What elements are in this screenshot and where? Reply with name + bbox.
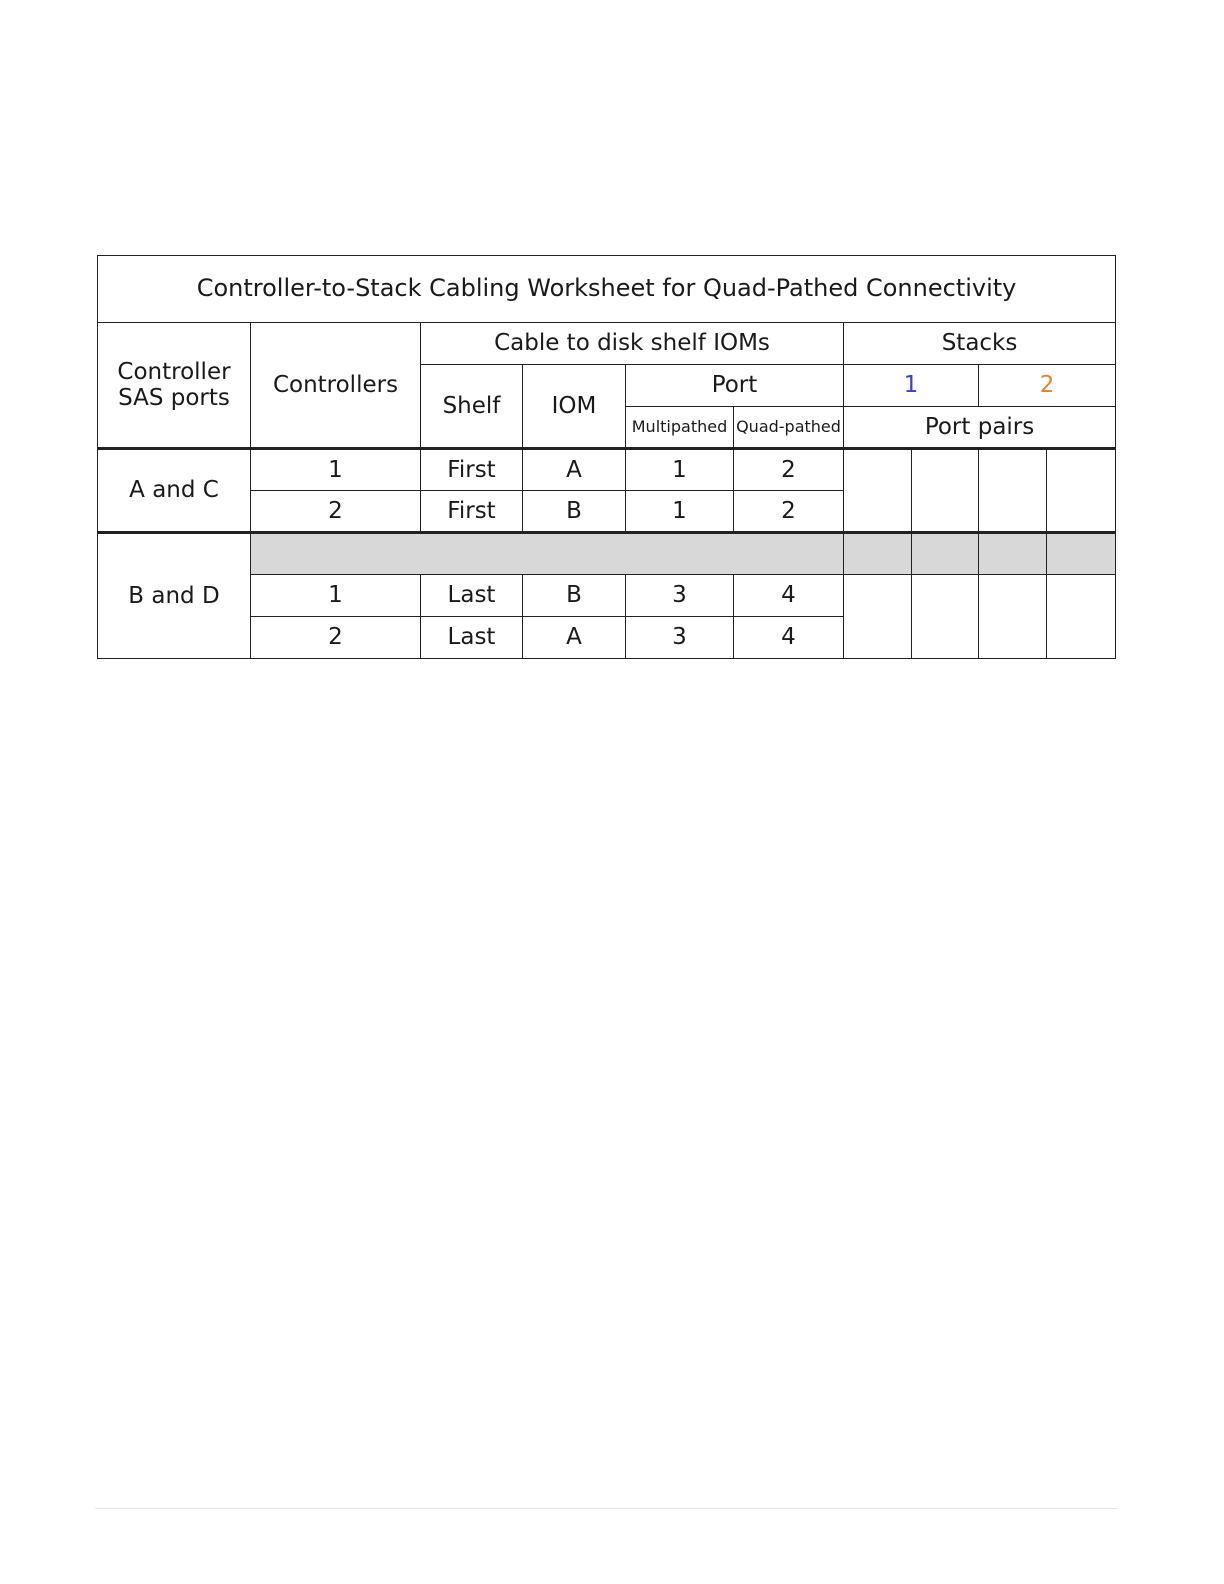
header-port-pairs: Port pairs bbox=[844, 407, 1116, 449]
header-iom: IOM bbox=[523, 365, 626, 449]
header-stacks: Stacks bbox=[844, 323, 1116, 365]
iom-cell: B bbox=[523, 575, 626, 617]
gray-separator-cell bbox=[1047, 533, 1116, 575]
separator-row bbox=[98, 533, 1116, 575]
controller-sas-ports-cell: B and D bbox=[98, 533, 251, 659]
header-controllers: Controllers bbox=[251, 323, 421, 449]
port-pair-entry-cell[interactable] bbox=[1047, 575, 1116, 659]
controller-cell: 2 bbox=[251, 491, 421, 533]
iom-cell: A bbox=[523, 617, 626, 659]
port-pair-entry-cell[interactable] bbox=[979, 575, 1047, 659]
multipathed-port-cell: 1 bbox=[626, 491, 734, 533]
multipathed-port-cell: 1 bbox=[626, 449, 734, 491]
quad-pathed-port-cell: 2 bbox=[734, 449, 844, 491]
port-pair-entry-cell[interactable] bbox=[912, 449, 979, 533]
controller-cell: 2 bbox=[251, 617, 421, 659]
port-pair-entry-cell[interactable] bbox=[979, 449, 1047, 533]
header-controller-sas-ports: Controller SAS ports bbox=[98, 323, 251, 449]
title-row bbox=[98, 256, 1116, 323]
header-cable-to-iom: Cable to disk shelf IOMs bbox=[421, 323, 844, 365]
controller-cell: 1 bbox=[251, 449, 421, 491]
gray-separator-cell bbox=[912, 533, 979, 575]
quad-pathed-port-cell: 2 bbox=[734, 491, 844, 533]
controller-cell: 1 bbox=[251, 575, 421, 617]
shelf-cell: First bbox=[421, 491, 523, 533]
port-pair-entry-cell[interactable] bbox=[844, 575, 912, 659]
port-pair-entry-cell[interactable] bbox=[844, 449, 912, 533]
cabling-worksheet-table bbox=[97, 255, 1116, 659]
header-stack-2: 2 bbox=[979, 365, 1116, 407]
header-shelf: Shelf bbox=[421, 365, 523, 449]
shelf-cell: Last bbox=[421, 617, 523, 659]
header-quad-pathed: Quad-pathed bbox=[734, 407, 844, 449]
footer-divider bbox=[95, 1508, 1117, 1509]
gray-separator-cell bbox=[844, 533, 912, 575]
header-port: Port bbox=[626, 365, 844, 407]
header-row-1 bbox=[98, 323, 1116, 365]
header-stack-1: 1 bbox=[844, 365, 979, 407]
worksheet-title: Controller-to-Stack Cabling Worksheet for Quad-Pathed Connectivity bbox=[98, 256, 1116, 323]
header-multipathed: Multipathed bbox=[626, 407, 734, 449]
multipathed-port-cell: 3 bbox=[626, 617, 734, 659]
controller-sas-ports-cell: A and C bbox=[98, 449, 251, 533]
gray-separator-cell bbox=[979, 533, 1047, 575]
gray-separator-band bbox=[251, 533, 844, 575]
quad-pathed-port-cell: 4 bbox=[734, 575, 844, 617]
port-pair-entry-cell[interactable] bbox=[1047, 449, 1116, 533]
iom-cell: A bbox=[523, 449, 626, 491]
quad-pathed-port-cell: 4 bbox=[734, 617, 844, 659]
shelf-cell: First bbox=[421, 449, 523, 491]
shelf-cell: Last bbox=[421, 575, 523, 617]
port-pair-entry-cell[interactable] bbox=[912, 575, 979, 659]
table-row bbox=[98, 449, 1116, 491]
iom-cell: B bbox=[523, 491, 626, 533]
table-row bbox=[98, 575, 1116, 617]
multipathed-port-cell: 3 bbox=[626, 575, 734, 617]
